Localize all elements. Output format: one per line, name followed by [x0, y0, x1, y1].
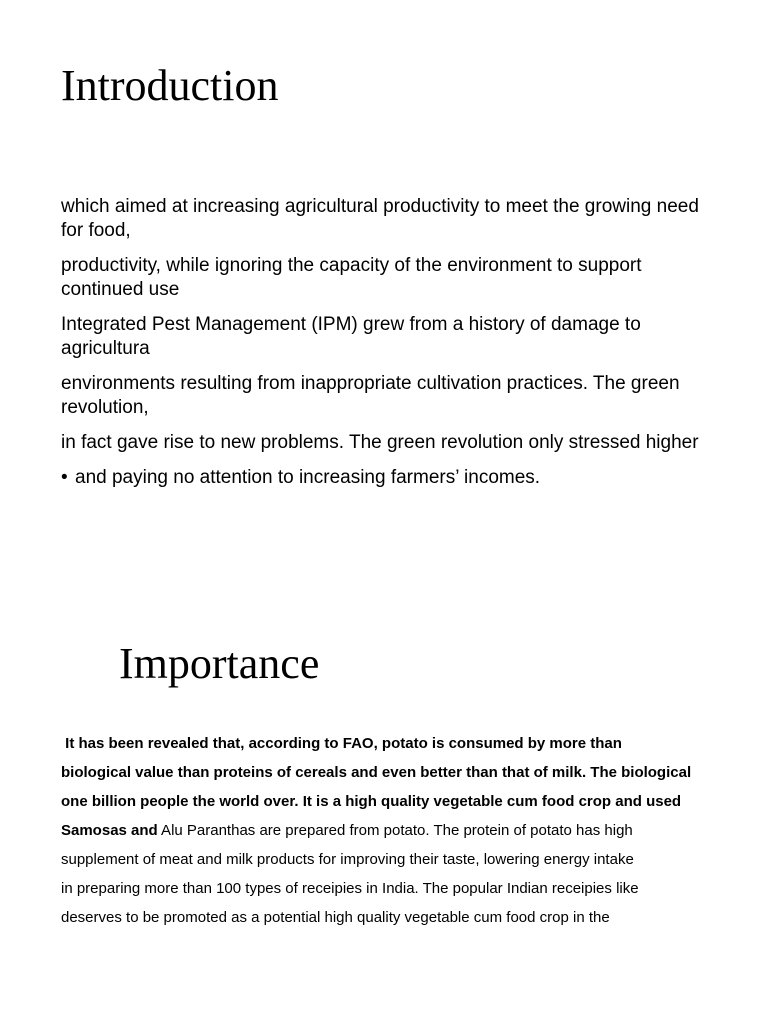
paragraph: biological value than proteins of cereals and even better than that of milk. The biological [61, 764, 692, 781]
paragraph: deserves to be promoted as a potential high quality vegetable cum food crop in the [61, 909, 610, 926]
paragraph: environments resulting from inappropriate cultivation practices. The green revolution, [61, 373, 680, 418]
bullet-item: • and paying no attention to increasing farmers’ incomes. [61, 466, 721, 490]
paragraph: Integrated Pest Management (IPM) grew from a history of damage to agricultura [61, 314, 641, 359]
slide-body [61, 734, 711, 937]
slide-body [61, 195, 721, 501]
paragraph [61, 821, 711, 840]
paragraph: supplement of meat and milk products for improving their taste, lowering energy intake [61, 851, 634, 868]
paragraph: It has been revealed that, according to FAO, potato is consumed by more than [61, 735, 622, 752]
slide-title: Introduction [61, 61, 279, 110]
paragraph: productivity, while ignoring the capacity of the environment to support continued use [61, 255, 642, 300]
paragraph: in preparing more than 100 types of receipies in India. The popular Indian receipies like [61, 880, 639, 897]
paragraph-bold-lead: Samosas and [61, 822, 158, 839]
paragraph: which aimed at increasing agricultural productivity to meet the growing need for food, [61, 196, 699, 241]
slide-importance [0, 560, 768, 1024]
paragraph: in fact gave rise to new problems. The green revolution only stressed higher [61, 432, 699, 453]
slide-title: Importance [119, 639, 320, 688]
paragraph-text: Alu Paranthas are prepared from potato. The protein of potato has high [157, 822, 633, 839]
paragraph: one billion people the world over. It is a high quality vegetable cum food crop and used [61, 793, 682, 810]
